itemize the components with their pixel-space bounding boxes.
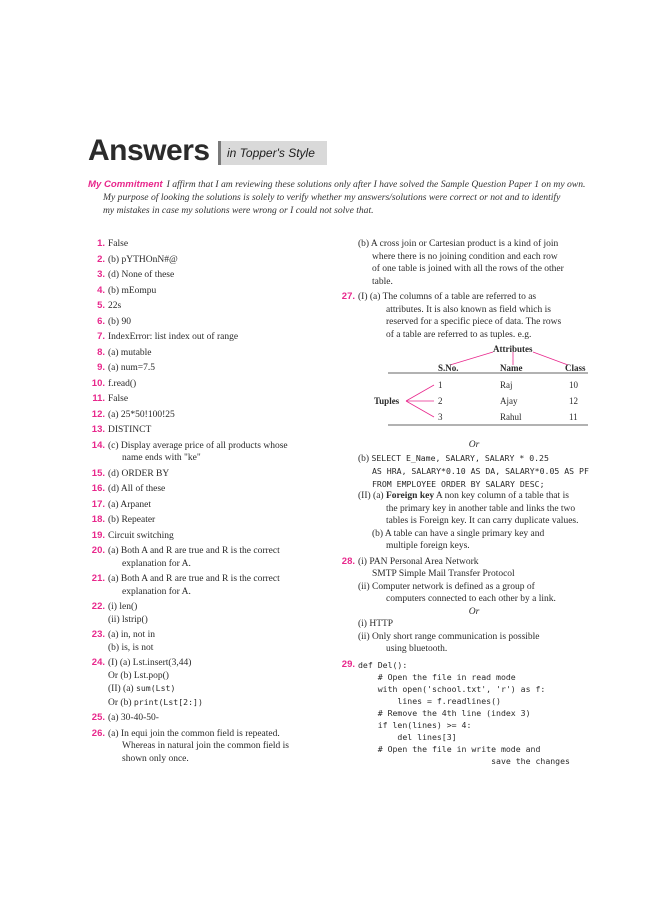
- table-cell: 3: [438, 412, 443, 422]
- answer-text: (d) All of these: [108, 484, 166, 494]
- answer-item: [338, 238, 590, 288]
- answer-item: [88, 573, 338, 598]
- answer-number: 9.: [97, 362, 105, 373]
- answer-item: [88, 712, 338, 725]
- answer-number: 23.: [91, 629, 105, 640]
- commitment-block: [88, 178, 592, 217]
- answer-text: attributes. It is also known as field which is: [386, 304, 551, 315]
- answer-text: table.: [372, 276, 393, 287]
- answer-item: [88, 483, 338, 496]
- table-cell: Rahul: [500, 412, 522, 422]
- relation-diagram: [358, 343, 598, 435]
- answer-text: (i) HTTP: [358, 619, 394, 629]
- answer-text: name ends with "ke": [122, 453, 201, 463]
- answer-text: 22s: [108, 301, 122, 311]
- answer-item: [88, 254, 338, 267]
- answer-text: shown only once.: [122, 753, 189, 764]
- answer-text: False: [108, 394, 129, 404]
- answer-text: (a) mutable: [108, 347, 152, 358]
- answer-text: (b) A table can have a single primary key and: [372, 528, 545, 539]
- code-line: # Open the file in write mode and: [358, 743, 541, 754]
- code-line: # Remove the 4th line (index 3): [358, 707, 531, 718]
- commitment-label: My Commitment: [88, 179, 163, 190]
- answer-text: Circuit switching: [108, 530, 174, 541]
- code-line: def Del():: [358, 659, 408, 670]
- answer-text: (I) (a) Lst.insert(3,44): [108, 658, 192, 668]
- answer-text: (d) ORDER BY: [108, 468, 170, 479]
- code-line: if len(lines) >= 4:: [358, 719, 472, 730]
- answer-text: (a) Both A and R are true and R is the correct: [108, 574, 280, 584]
- answer-item: [88, 657, 338, 709]
- answer-number: 24.: [91, 657, 105, 668]
- answer-item: [338, 556, 590, 656]
- answer-number: 11.: [92, 393, 105, 404]
- column-header: Name: [500, 363, 523, 373]
- table-cell: 12: [569, 396, 578, 406]
- answer-text: (i) PAN Personal Area Network: [358, 556, 479, 567]
- answer-item: [88, 514, 338, 527]
- answer-text: (a) Arpanet: [108, 499, 151, 510]
- answer-number: 12.: [91, 408, 105, 420]
- answer-text: IndexError: list index out of range: [108, 332, 239, 342]
- answer-item: [88, 347, 338, 360]
- answer-number: 2.: [97, 253, 105, 265]
- answer-number: 20.: [91, 545, 105, 556]
- table-cell: Ajay: [500, 396, 518, 406]
- answer-number: 27.: [341, 291, 355, 302]
- answer-text: SMTP Simple Mail Transfer Protocol: [372, 569, 515, 579]
- commitment-line: My purpose of looking the solutions is solely to verify whether my answers/solutions were correct or not and to identify: [103, 192, 561, 203]
- answer-item: [88, 285, 338, 298]
- code-line: with open('school.txt', 'r') as f:: [358, 683, 546, 694]
- answer-text: (a) In equi join the common field is repeated.: [108, 728, 280, 739]
- table-cell: Raj: [500, 380, 513, 390]
- answer-text: (ii) Computer network is defined as a group of: [358, 581, 535, 592]
- answer-text: (II) (a) sum(Lst): [108, 683, 176, 694]
- answer-item: [88, 409, 338, 422]
- code-line: lines = f.readlines(): [358, 695, 501, 706]
- answer-number: 7.: [97, 331, 105, 342]
- answer-text: using bluetooth.: [386, 644, 448, 654]
- answer-item: [88, 728, 338, 766]
- answer-number: 16.: [91, 483, 105, 494]
- answer-item: [88, 362, 338, 375]
- table-cell: 10: [569, 380, 578, 390]
- answer-text: (ii) Only short range communication is possible: [358, 631, 540, 642]
- answer-text: (a) Both A and R are true and R is the correct: [108, 546, 280, 556]
- answer-item: [88, 499, 338, 512]
- left-column: [88, 238, 338, 768]
- answer-item: [88, 440, 338, 465]
- answer-text: computers connected to each other by a link.: [386, 594, 556, 604]
- answer-number: 21.: [91, 573, 105, 584]
- answer-item: [88, 331, 338, 344]
- answer-text: (c) Display average price of all products whose: [108, 440, 288, 451]
- answer-text: (I) (a) The columns of a table are referred to as: [358, 292, 537, 302]
- answer-text: where there is no joining condition and each row: [372, 251, 558, 262]
- answer-number: 1.: [97, 238, 105, 249]
- answer-item: [88, 424, 338, 437]
- answer-text: reserved for a specific piece of data. The rows: [386, 317, 562, 327]
- answer-text: (a) 30-40-50-: [108, 713, 159, 723]
- answer-item: [88, 238, 338, 251]
- answer-number: 10.: [91, 377, 105, 389]
- answer-text: (b) mEompu: [108, 285, 157, 296]
- answer-text: tables is Foreign key. It can carry duplicate values.: [386, 516, 579, 526]
- answer-item: [88, 629, 338, 654]
- answer-text: (b) pYTHOnN#@: [108, 254, 178, 265]
- commitment-line: my mistakes in case my solutions were wrong or I could not solve that.: [103, 205, 374, 216]
- table-cell: 2: [438, 396, 443, 406]
- answer-text: (a) num=7.5: [108, 363, 156, 373]
- answer-text: (b) is, is not: [108, 642, 154, 653]
- answer-item: [88, 468, 338, 481]
- code-line: save the changes: [358, 755, 570, 766]
- diagram-lines: [358, 343, 598, 435]
- code-line: # Open the file in read mode: [358, 671, 516, 682]
- answer-text: (d) None of these: [108, 270, 175, 280]
- answer-list: [88, 238, 338, 598]
- answer-number: 26.: [91, 727, 105, 739]
- column-header: Class: [565, 363, 586, 373]
- code-line: del lines[3]: [358, 731, 457, 742]
- answer-code: FROM EMPLOYEE ORDER BY SALARY DESC;: [372, 478, 545, 489]
- answer-number: 6.: [97, 315, 105, 327]
- title-badge: in Topper's Style: [218, 141, 327, 165]
- answer-text: multiple foreign keys.: [386, 541, 470, 551]
- answer-number: 8.: [97, 346, 105, 358]
- tuples-label: Tuples: [374, 396, 400, 406]
- commitment-line: My Commitment I affirm that I am reviewing these solutions only after I have solved the Sample Question Paper 1 on my own.: [88, 179, 586, 190]
- attributes-label: Attributes: [493, 344, 533, 354]
- answer-number: 29.: [341, 658, 355, 670]
- answer-item: [88, 530, 338, 543]
- answer-number: 15.: [91, 467, 105, 479]
- answer-number: 17.: [91, 498, 105, 510]
- answer-text: Or (b) Lst.pop(): [108, 670, 169, 681]
- answer-text: (II) (a) Foreign key A non key column of a table that is: [358, 491, 569, 501]
- answer-number: 18.: [91, 514, 105, 525]
- answer-text: explanation for A.: [122, 586, 191, 597]
- code-block: [358, 659, 590, 767]
- or-divider: Or: [468, 440, 480, 450]
- answer-item: [88, 300, 338, 313]
- page-title: Answers: [88, 134, 210, 167]
- answer-text: (b) A cross join or Cartesian product is a kind of join: [358, 239, 559, 249]
- answer-text: (b) 90: [108, 316, 131, 327]
- answer-text: (b) SELECT E_Name, SALARY, SALARY * 0.25: [358, 452, 549, 464]
- answer-text: explanation for A.: [122, 558, 191, 569]
- answer-text: Whereas in natural join the common field is: [122, 741, 289, 751]
- answer-text: (b) Repeater: [108, 515, 156, 525]
- answer-item: [88, 378, 338, 391]
- answer-item: [338, 291, 590, 553]
- right-column: [338, 238, 590, 770]
- answer-number: 22.: [91, 601, 105, 612]
- answer-number: 3.: [97, 269, 105, 280]
- answer-text: f.read(): [108, 378, 137, 389]
- table-cell: 1: [438, 380, 443, 390]
- answer-number: 5.: [97, 300, 105, 311]
- answer-item: [88, 545, 338, 570]
- answer-text: Or (b) print(Lst[2:]): [108, 696, 203, 708]
- answer-text: (a) 25*50!100!25: [108, 409, 175, 420]
- answer-text: the primary key in another table and links the two: [386, 503, 576, 514]
- answer-number: 25.: [91, 712, 105, 723]
- answer-number: 4.: [97, 284, 105, 296]
- answer-item: [88, 269, 338, 282]
- or-divider: Or: [468, 606, 480, 617]
- answer-number: 14.: [91, 439, 105, 451]
- column-header: S.No.: [438, 363, 459, 373]
- answer-text: False: [108, 239, 129, 249]
- answer-text: (a) in, not in: [108, 630, 155, 640]
- answer-text: (i) len(): [108, 602, 138, 612]
- answer-text: (ii) lstrip(): [108, 614, 148, 625]
- answer-number: 13.: [91, 424, 105, 435]
- answer-code: AS HRA, SALARY*0.10 AS DA, SALARY*0.05 AS PF: [372, 466, 589, 476]
- answer-text: of a table are referred to as tuples. e.g.: [386, 329, 532, 340]
- answer-number: 28.: [341, 555, 355, 567]
- answer-item: [88, 393, 338, 406]
- answer-text: DISTINCT: [108, 425, 152, 435]
- answer-number: 19.: [91, 529, 105, 541]
- table-cell: 11: [569, 412, 578, 422]
- answer-item: [88, 316, 338, 329]
- answer-item: [88, 601, 338, 626]
- answer-text: of one table is joined with all the rows of the other: [372, 264, 564, 274]
- answer-item: [338, 659, 590, 767]
